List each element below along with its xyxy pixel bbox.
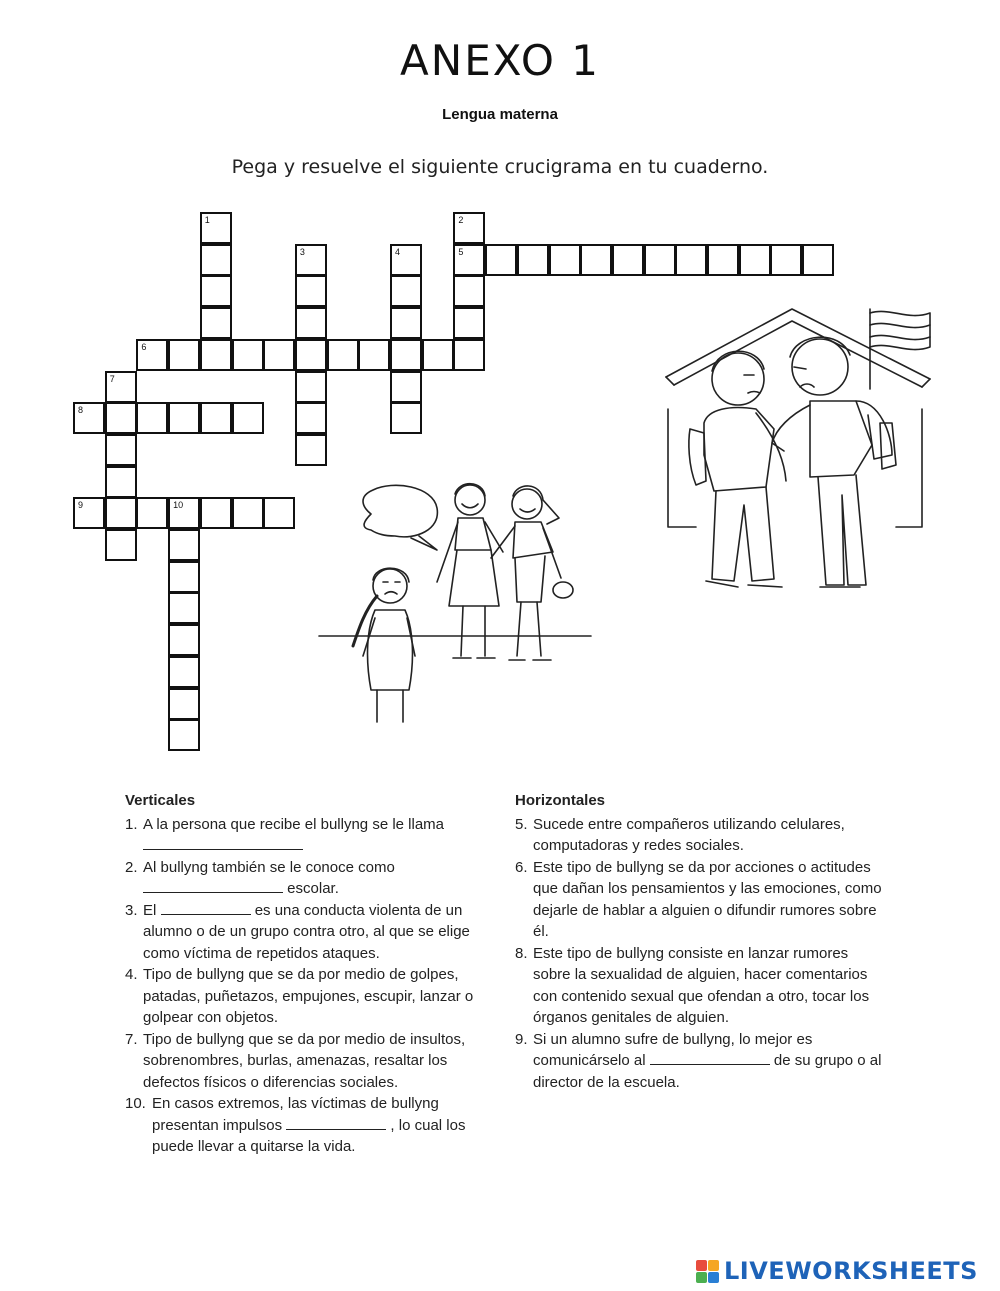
logo-icon [696, 1260, 719, 1283]
clue-number-label: 5 [458, 246, 464, 257]
crossword-cell[interactable] [105, 529, 137, 561]
answer-blank [650, 1050, 770, 1065]
clue-vertical-10: 10. En casos extremos, las víctimas de bullyng presentan impulsos , lo cual los puede llevar a quitarse la vida. [125, 1095, 466, 1155]
clue-vertical-4: 4. Tipo de bullyng que se da por medio de golpes, patadas, puñetazos, empujones, escupir, lanzar o golpear con objetos. [125, 966, 474, 1026]
logo-square-red [696, 1260, 707, 1271]
crossword-cell[interactable] [390, 402, 422, 434]
crossword-cell[interactable] [390, 307, 422, 339]
crossword-cell[interactable] [390, 371, 422, 403]
crossword-cell[interactable] [105, 434, 137, 466]
crossword-cell[interactable] [644, 244, 676, 276]
crossword-cell[interactable] [168, 497, 200, 529]
crossword-cell[interactable] [200, 244, 232, 276]
clue-horizontal-6: 6. Este tipo de bullyng se da por acciones o actitudes que dañan los pensamientos y las emociones, como dejarle de hablar a alguien o difundir rumores sobre él. [515, 858, 882, 940]
logo-square-orange [708, 1260, 719, 1271]
crossword-cell[interactable] [105, 497, 137, 529]
crossword-cell[interactable] [675, 244, 707, 276]
clue-number-label: 2 [458, 215, 464, 225]
crossword-cell[interactable] [168, 592, 200, 624]
crossword-cell[interactable] [168, 688, 200, 720]
crossword-cell[interactable] [200, 307, 232, 339]
crossword-cell[interactable] [453, 275, 485, 307]
crossword-cell[interactable] [168, 529, 200, 561]
crossword-cell[interactable] [200, 212, 232, 244]
crossword-cell[interactable] [327, 339, 359, 371]
crossword-cell[interactable] [390, 339, 422, 371]
crossword-cell[interactable] [136, 497, 168, 529]
crossword-cell[interactable] [802, 244, 834, 276]
clue-number-label: 8 [78, 405, 84, 416]
crossword-cell[interactable] [263, 497, 295, 529]
crossword-cell[interactable] [517, 244, 549, 276]
crossword-cell[interactable] [612, 244, 644, 276]
clue-vertical-2: 2. Al bullyng también se le conoce como escolar. [125, 858, 395, 897]
crossword-cell[interactable] [358, 339, 390, 371]
answer-blank [143, 835, 303, 850]
girls-illustration [315, 478, 595, 726]
clue-number-label: 1 [204, 215, 210, 225]
clue-vertical-1: 1. A la persona que recibe el bullyng se le llama [125, 814, 495, 857]
crossword-cell[interactable] [200, 402, 232, 434]
crossword-cell[interactable] [707, 244, 739, 276]
clue-number-label: 6 [141, 341, 147, 352]
page-title: ANEXO 1 [400, 36, 600, 85]
crossword-cell[interactable] [168, 339, 200, 371]
crossword-cell[interactable] [136, 402, 168, 434]
crossword-cell[interactable] [295, 244, 327, 276]
crossword-cell[interactable] [136, 339, 168, 371]
vertical-clues [125, 790, 495, 1158]
clue-number-label: 7 [109, 373, 115, 384]
crossword-cell[interactable] [105, 466, 137, 498]
crossword-cell[interactable] [73, 497, 105, 529]
crossword-cell[interactable] [105, 402, 137, 434]
crossword-cell[interactable] [422, 339, 454, 371]
crossword-cell[interactable] [295, 275, 327, 307]
vertical-heading: Verticales [125, 792, 196, 809]
logo-text: LIVEWORKSHEETS [724, 1257, 978, 1285]
crossword-cell[interactable] [105, 371, 137, 403]
crossword-cell[interactable] [739, 244, 771, 276]
crossword-cell[interactable] [168, 656, 200, 688]
crossword-cell[interactable] [168, 719, 200, 751]
crossword-cell[interactable] [200, 339, 232, 371]
crossword-cell[interactable] [549, 244, 581, 276]
clue-number-label: 3 [299, 246, 305, 257]
answer-blank [286, 1115, 386, 1130]
liveworksheets-logo[interactable] [696, 1256, 996, 1286]
crossword-cell[interactable] [232, 339, 264, 371]
horizontal-heading: Horizontales [515, 792, 606, 809]
clue-number-label: 9 [78, 500, 84, 511]
crossword-cell[interactable] [232, 497, 264, 529]
crossword-cell[interactable] [390, 244, 422, 276]
crossword-cell[interactable] [295, 402, 327, 434]
horizontal-clues [515, 790, 885, 1093]
crossword-cell[interactable] [453, 244, 485, 276]
crossword-cell[interactable] [770, 244, 802, 276]
clue-number-label: 10 [173, 500, 184, 511]
crossword-cell[interactable] [168, 402, 200, 434]
clue-number-label: 4 [395, 246, 401, 257]
crossword-cell[interactable] [453, 212, 485, 244]
crossword-cell[interactable] [485, 244, 517, 276]
answer-blank [161, 900, 251, 915]
answer-blank [143, 878, 283, 893]
logo-square-green [696, 1272, 707, 1283]
crossword-cell[interactable] [453, 339, 485, 371]
crossword-cell[interactable] [295, 434, 327, 466]
crossword-cell[interactable] [73, 402, 105, 434]
boys-illustration [660, 305, 940, 605]
logo-square-blue [708, 1272, 719, 1283]
crossword-cell[interactable] [295, 339, 327, 371]
crossword-cell[interactable] [580, 244, 612, 276]
crossword-cell[interactable] [453, 307, 485, 339]
crossword-cell[interactable] [295, 307, 327, 339]
crossword-cell[interactable] [295, 371, 327, 403]
crossword-cell[interactable] [232, 402, 264, 434]
clue-horizontal-9: 9. Si un alumno sufre de bullyng, lo mejor es comunicárselo al de su grupo o al director de la escuela. [515, 1030, 882, 1091]
clue-horizontal-8: 8. Este tipo de bullyng consiste en lanzar rumores sobre la sexualidad de alguien, hacer comentarios con contenido sexual que ofendan a otro, tocar los órganos genitales de alguien. [515, 944, 870, 1026]
crossword-cell[interactable] [263, 339, 295, 371]
clue-vertical-3: 3. El es una conducta violenta de un alumno o de un grupo contra otro, al que se elige como víctima de repetidos ataques. [125, 901, 470, 962]
crossword-cell[interactable] [200, 497, 232, 529]
instruction-text: Pega y resuelve el siguiente crucigrama en tu cuaderno. [231, 156, 769, 178]
subject-label: Lengua materna [442, 106, 558, 123]
crossword-cell[interactable] [168, 624, 200, 656]
crossword-cell[interactable] [390, 275, 422, 307]
clue-vertical-7: 7. Tipo de bullyng que se da por medio de insultos, sobrenombres, burlas, amenazas, resaltar los defectos físicos o diferencias sociales. [125, 1030, 466, 1091]
crossword-cell[interactable] [200, 275, 232, 307]
crossword-cell[interactable] [168, 561, 200, 593]
clue-horizontal-5: 5. Sucede entre compañeros utilizando celulares, computadoras y redes sociales. [515, 815, 845, 854]
